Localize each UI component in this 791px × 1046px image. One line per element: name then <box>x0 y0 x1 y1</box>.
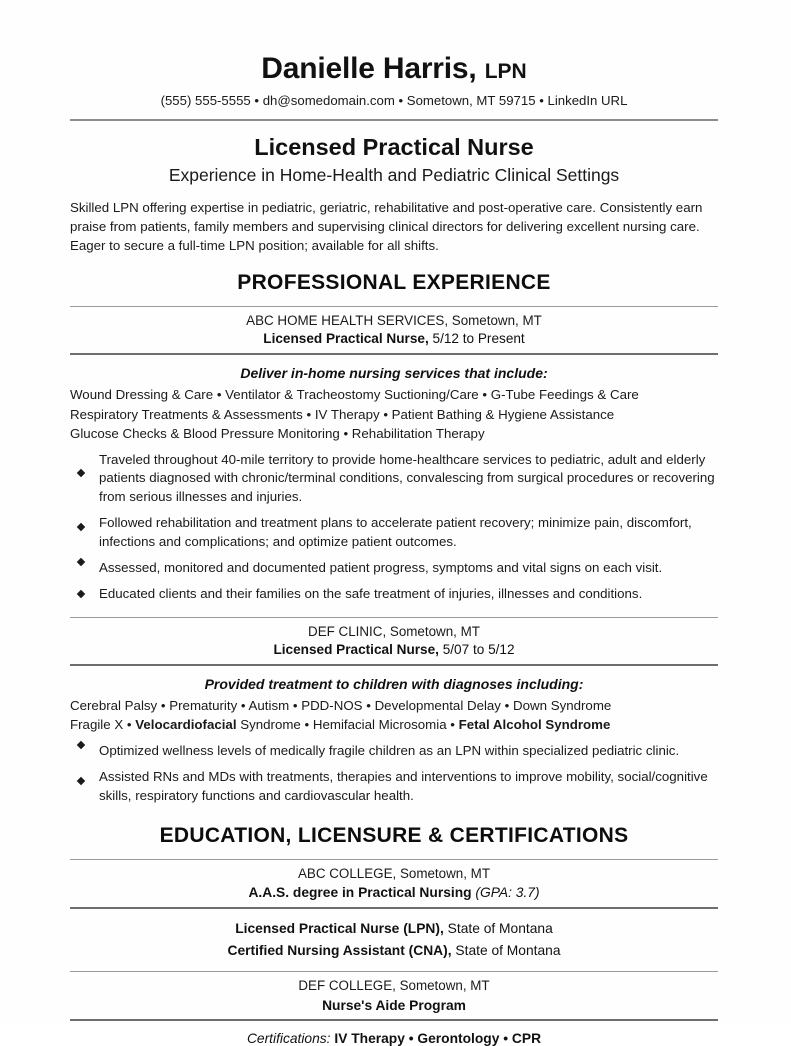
certifications-label: Certifications: <box>246 1031 331 1046</box>
job1-bullet-text: Assessed, monitored and documented patient progress, symptoms and vital signs on each visit. <box>99 559 663 575</box>
diamond-bullet-icon <box>77 741 85 749</box>
education-program-entry <box>70 972 718 1019</box>
target-job-subtitle: Experience in Home-Health and Pediatric Clinical Settings <box>168 165 620 186</box>
job2-diagnosis-line-1: Cerebral Palsy • Prematurity • Autism • PDD-NOS • Developmental Delay • Down Syndrome <box>70 697 612 713</box>
candidate-name-text: Danielle Harris, <box>261 52 477 85</box>
job2-employer-name: DEF CLINIC, Sometown, MT <box>308 623 480 639</box>
target-job-title: Licensed Practical Nurse <box>254 134 534 161</box>
job1-role-line <box>70 330 718 349</box>
job1-dates: 5/12 to Present <box>432 331 525 347</box>
license-issuer: State of Montana <box>455 943 561 959</box>
license-name: Certified Nursing Assistant (CNA), <box>227 943 452 959</box>
job2-diagnosis-lines <box>70 696 718 735</box>
license-name: Licensed Practical Nurse (LPN), <box>235 920 444 936</box>
job2-bullet <box>70 742 718 761</box>
job1-bullet <box>70 585 718 604</box>
job1-skill-line-1: Wound Dressing & Care • Ventilator & Tracheostomy Suctioning/Care • G-Tube Feedings & Care <box>70 386 639 402</box>
job1-divider-bottom <box>70 353 718 355</box>
diamond-bullet-icon <box>77 590 85 598</box>
candidate-credential: LPN <box>484 60 527 83</box>
job2-diagnosis-line-2 <box>70 715 718 735</box>
education-degree: A.A.S. degree in Practical Nursing <box>248 885 472 901</box>
job2-diagnosis-bold-1: Velocardiofacial <box>135 717 237 733</box>
job2-diagnosis-pre: Fragile X • <box>70 717 136 733</box>
job1-skill-line-2: Respiratory Treatments & Assessments • IV Therapy • Patient Bathing & Hygiene Assistance <box>70 406 615 422</box>
job2-employer-block <box>70 618 718 664</box>
certifications-line <box>70 1021 718 1046</box>
job2-bullet-text: Assisted RNs and MDs with treatments, therapies and interventions to improve mobility, social/cognitive skills, respiratory functions and cardiovascular health. <box>99 768 708 803</box>
job1-bullet <box>70 451 718 508</box>
job1-employer-name: ABC HOME HEALTH SERVICES, Sometown, MT <box>246 312 542 328</box>
diamond-bullet-icon <box>77 558 85 566</box>
job2-lead-in: Provided treatment to children with diagnoses including: <box>204 675 584 692</box>
program-name: Nurse's Aide Program <box>322 998 466 1014</box>
job1-employer-block <box>70 307 718 353</box>
section-heading-education: EDUCATION, LICENSURE & CERTIFICATIONS <box>159 823 629 847</box>
job1-bullet <box>70 559 718 578</box>
job2-diagnosis-mid: Syndrome • Hemifacial Microsomia • <box>236 717 459 733</box>
job1-bullet-text: Followed rehabilitation and treatment plans to accelerate patient recovery; minimize pain, discomfort, infections and complications; and optimize patient outcomes. <box>99 515 692 550</box>
diamond-bullet-icon <box>77 469 85 477</box>
job2-role-line <box>70 641 718 660</box>
job1-bullet-text: Traveled throughout 40-mile territory to provide home-healthcare services to pediatric, adult and elderly patients diagnosed with chronic/terminal conditions, convalescing from surgical procedures or recovering from serious illnesses and injuries. <box>99 451 715 505</box>
diamond-bullet-icon <box>77 777 85 785</box>
licensure-block <box>70 909 718 972</box>
license-line <box>70 918 718 940</box>
education-degree-line <box>70 883 718 902</box>
job1-skill-lines <box>70 385 718 444</box>
section-heading-experience: PROFESSIONAL EXPERIENCE <box>237 270 551 294</box>
education-school-name: ABC COLLEGE, Sometown, MT <box>298 865 490 881</box>
job1-lead-in: Deliver in-home nursing services that include: <box>240 364 548 381</box>
job1-bullet-list <box>70 451 718 604</box>
job2-bullet-text: Optimized wellness levels of medically fragile children as an LPN within specialized pediatric clinic. <box>99 743 680 759</box>
education-gpa: (GPA: 3.7) <box>475 885 540 901</box>
job2-bullet-list <box>70 742 718 806</box>
education-school-entry <box>70 860 718 907</box>
certifications-items: IV Therapy • Gerontology • CPR <box>334 1031 542 1046</box>
job2-diagnosis-bold-2: Fetal Alcohol Syndrome <box>458 717 611 733</box>
program-school-name: DEF COLLEGE, Sometown, MT <box>298 978 490 994</box>
job1-bullet-text: Educated clients and their families on the safe treatment of injuries, illnesses and conditions. <box>99 585 643 601</box>
job2-bullet <box>70 768 718 806</box>
job2-role-title: Licensed Practical Nurse, <box>273 642 439 658</box>
candidate-name <box>70 52 718 86</box>
job1-bullet <box>70 514 718 552</box>
job2-divider-bottom <box>70 664 718 666</box>
job1-role-title: Licensed Practical Nurse, <box>263 331 429 347</box>
professional-summary: Skilled LPN offering expertise in pediatric, geriatric, rehabilitative and post-operative care. Consistently earn praise from patients, family members and supervising clinical directors for delivering excellent nursing care. Eager to secure a full-time LPN position; available for all shifts. <box>70 199 703 253</box>
contact-info: (555) 555-5555 • dh@somedomain.com • Sometown, MT 59715 • LinkedIn URL <box>160 92 628 108</box>
diamond-bullet-icon <box>77 523 85 531</box>
license-line <box>70 940 718 962</box>
program-name-line <box>70 996 718 1015</box>
header-divider <box>70 119 718 121</box>
job1-skill-line-3: Glucose Checks & Blood Pressure Monitoring • Rehabilitation Therapy <box>70 426 485 442</box>
job2-dates: 5/07 to 5/12 <box>442 642 515 658</box>
license-issuer: State of Montana <box>447 920 553 936</box>
